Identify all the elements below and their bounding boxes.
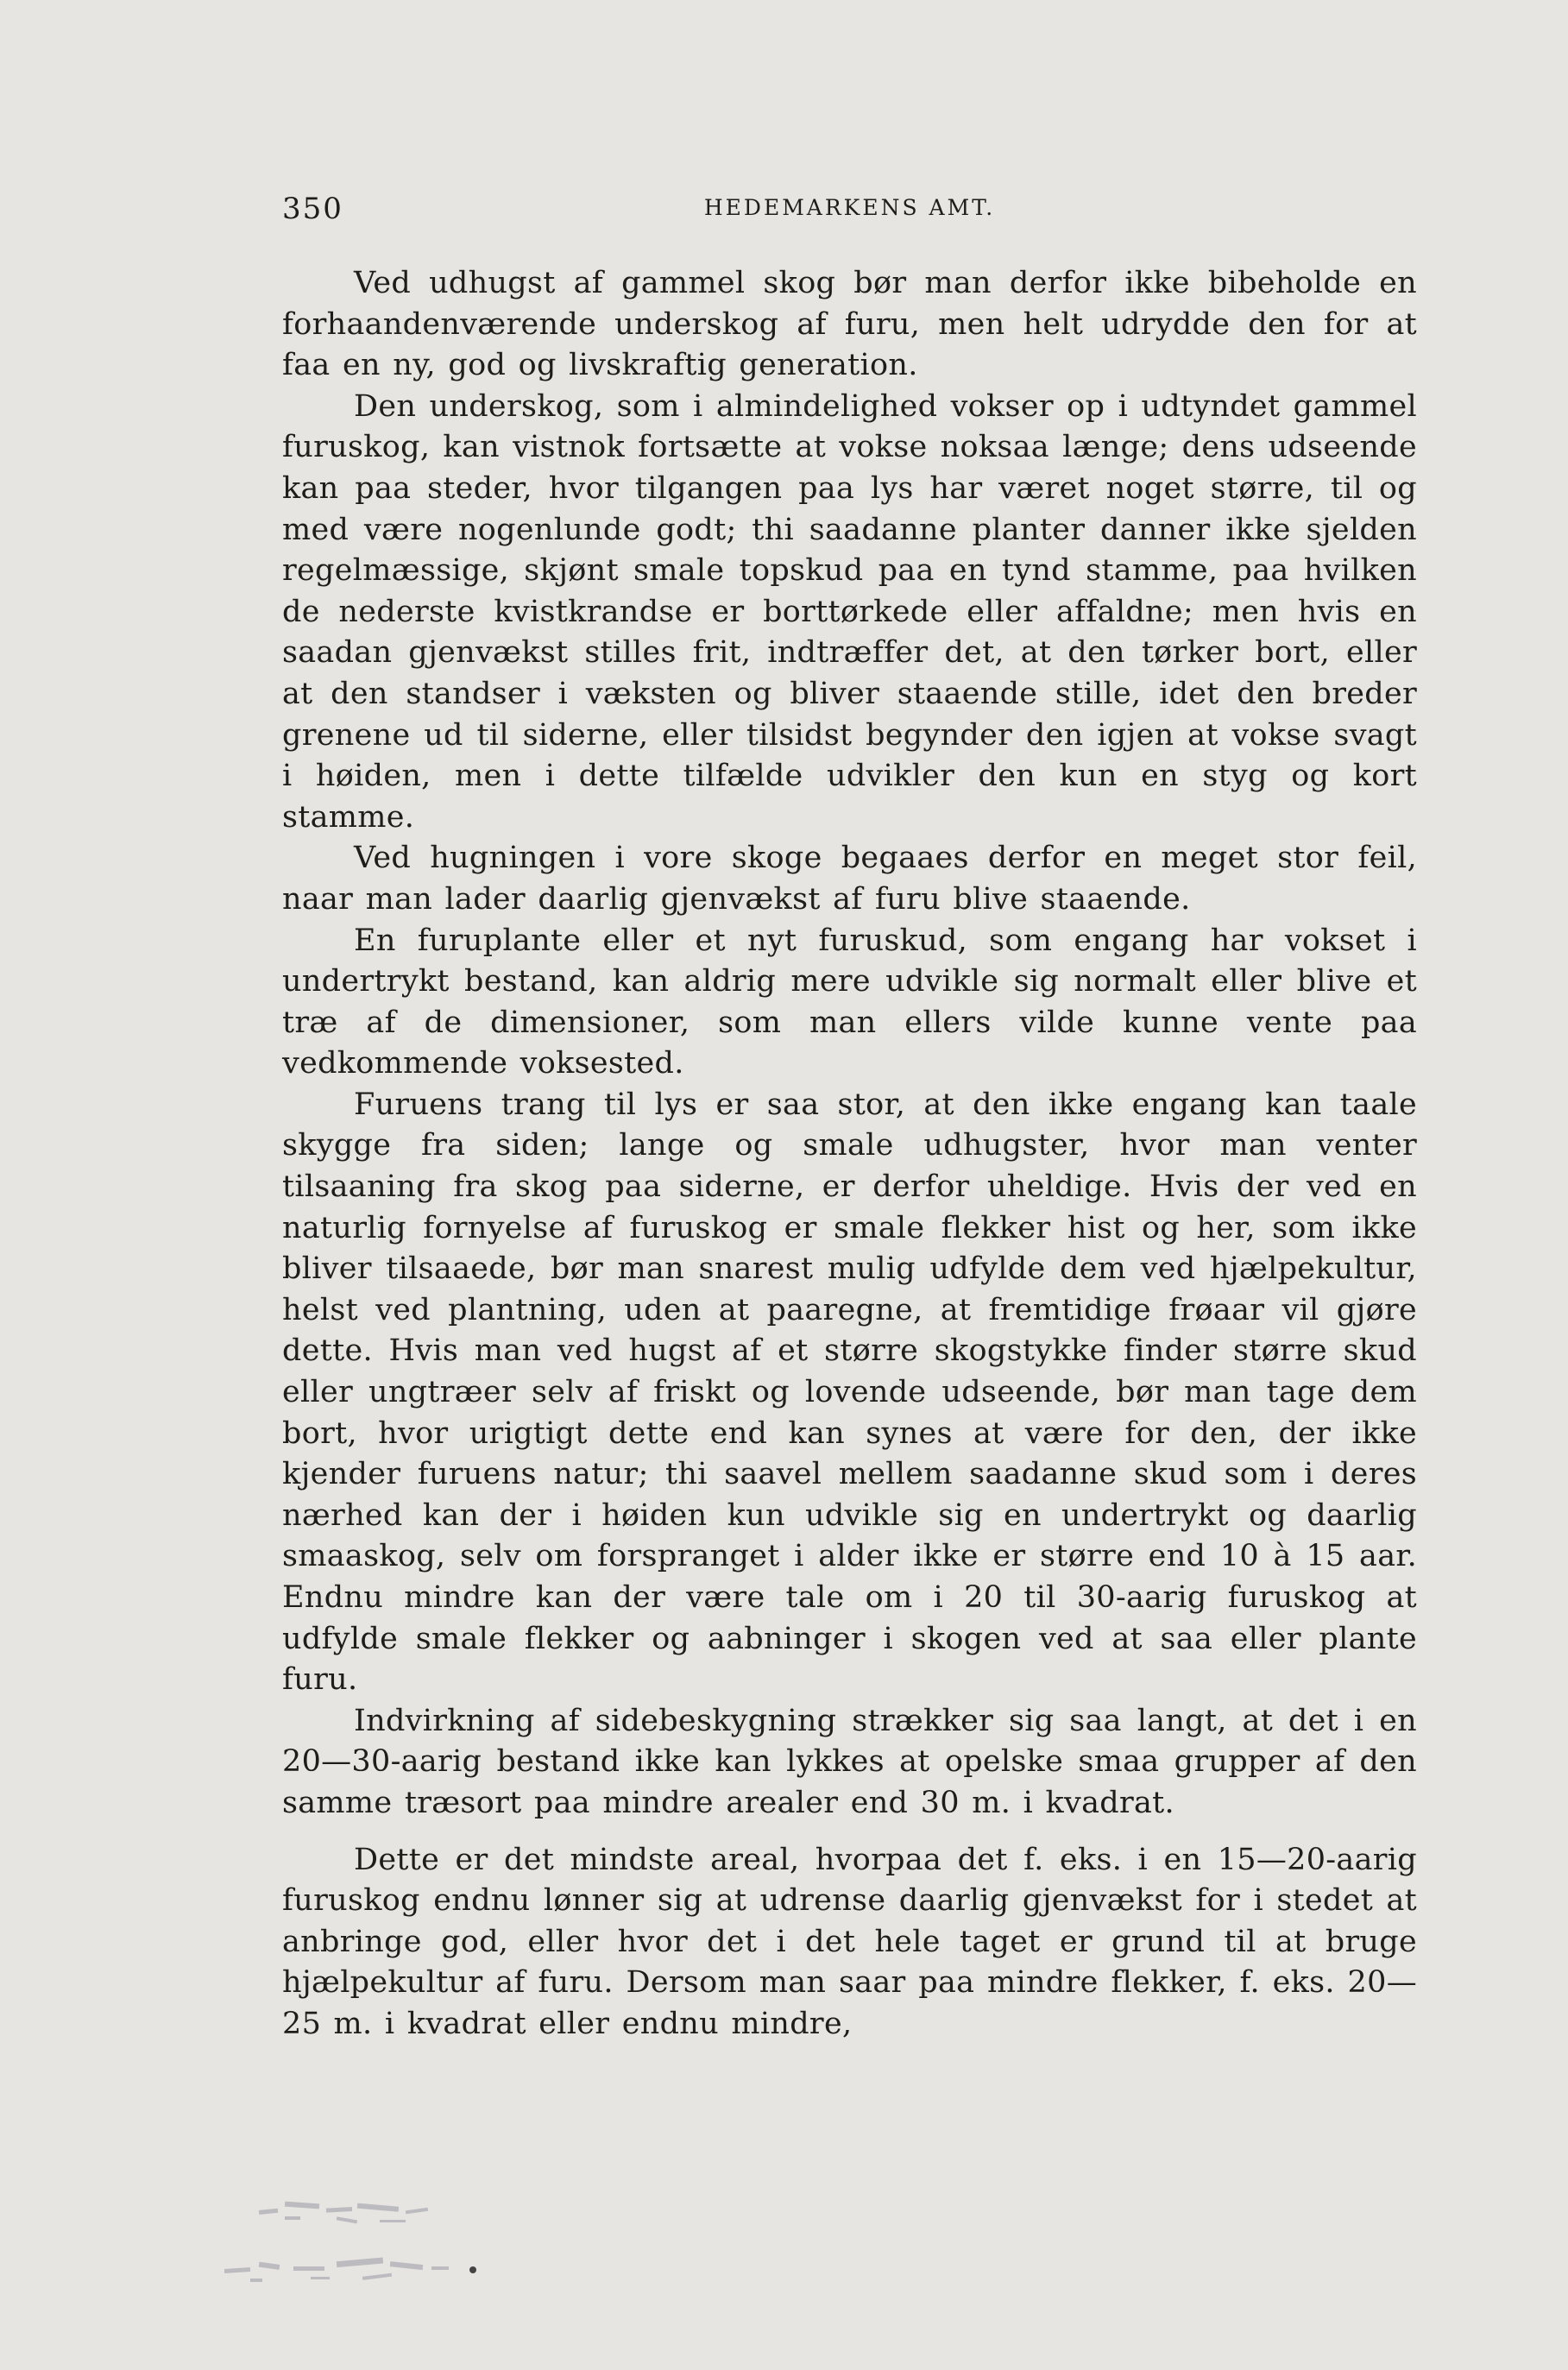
page-header [282, 192, 1417, 230]
faded-stamp-mark [198, 2184, 509, 2313]
paragraph: Dette er det mindste areal, hvorpaa det f. eks. i en 15—20-aarig furuskog endnu lønner sig at udrense daarlig gjenvækst for i stedet at anbringe god, eller hvor det i det hele taget er grund til at bruge hjælpekultur af furu. Dersom man saar paa mindre flekker, f. eks. 20—25 m. i kvadrat eller endnu mindre, [282, 1842, 1417, 2041]
paragraph: Furuens trang til lys er saa stor, at den ikke engang kan taale skygge fra siden; lange og smale udhugster, hvor man venter tilsaaning fra skog paa siderne, er derfor uheldige. Hvis der ved en naturlig fornyelse af furuskog er smale flekker hist og her, som ikke bliver tilsaaede, bør man snarest mulig udfylde dem ved hjælpekultur, helst ved plantning, uden at paaregne, at fremtidige frøaar vil gjøre dette. Hvis man ved hugst af et større skogstykke finder større skud eller ungtræer selv af friskt og lovende udseende, bør man tage dem bort, hvor urigtigt dette end kan synes at være for den, der ikke kjender furuens natur; thi saavel mellem saadanne skud som i deres nærhed kan der i høiden kun udvikle sig en undertrykt og daarlig smaaskog, selv om forspranget i alder ikke er større end 10 à 15 aar. Endnu mindre kan der være tale om i 20 til 30-aarig furuskog at udfylde smale flekker og aabninger i skogen ved at saa eller plante furu. [282, 1087, 1417, 1698]
body-text [282, 263, 1417, 2045]
page-number: 350 [282, 192, 343, 226]
running-head: HEDEMARKENS AMT. [703, 195, 996, 220]
paragraph: Ved hugningen i vore skoge begaaes derfor en meget stor feil, naar man lader daarlig gjenvækst af furu blive staaende. [282, 841, 1417, 917]
paragraph: Indvirkning af sidebeskygning strækker sig saa langt, at det i en 20—30-aarig bestand ikke kan lykkes at opelske smaa grupper af den samme træsort paa mindre arealer end 30 m. i kvadrat. [282, 1703, 1417, 1820]
paragraph: Ved udhugst af gammel skog bør man derfor ikke bibeholde en forhaandenværende underskog af furu, men helt udrydde den for at faa en ny, god og livskraftig generation. [282, 266, 1417, 383]
paragraph: Den underskog, som i almindelighed vokser op i udtyndet gammel furuskog, kan vistnok fortsætte at vokse noksaa længe; dens udseende kan paa steder, hvor tilgangen paa lys har været noget større, til og med være nogenlunde godt; thi saadanne planter danner ikke sjelden regelmæssige, skjønt smale topskud paa en tynd stamme, paa hvilken de nederste kvistkrandse er borttørkede eller affaldne; men hvis en saadan gjenvækst stilles frit, indtræffer det, at den tørker bort, eller at den standser i væksten og bliver staaende stille, idet den breder grenene ud til siderne, eller tilsidst begynder den igjen at vokse svagt i høiden, men i dette tilfælde udvikler den kun en styg og kort stamme. [282, 388, 1417, 835]
paragraph: En furuplante eller et nyt furuskud, som engang har vokset i undertrykt bestand, kan aldrig mere udvikle sig normalt eller blive et træ af de dimensioner, som man ellers vilde kunne vente paa vedkommende voksested. [282, 923, 1417, 1081]
